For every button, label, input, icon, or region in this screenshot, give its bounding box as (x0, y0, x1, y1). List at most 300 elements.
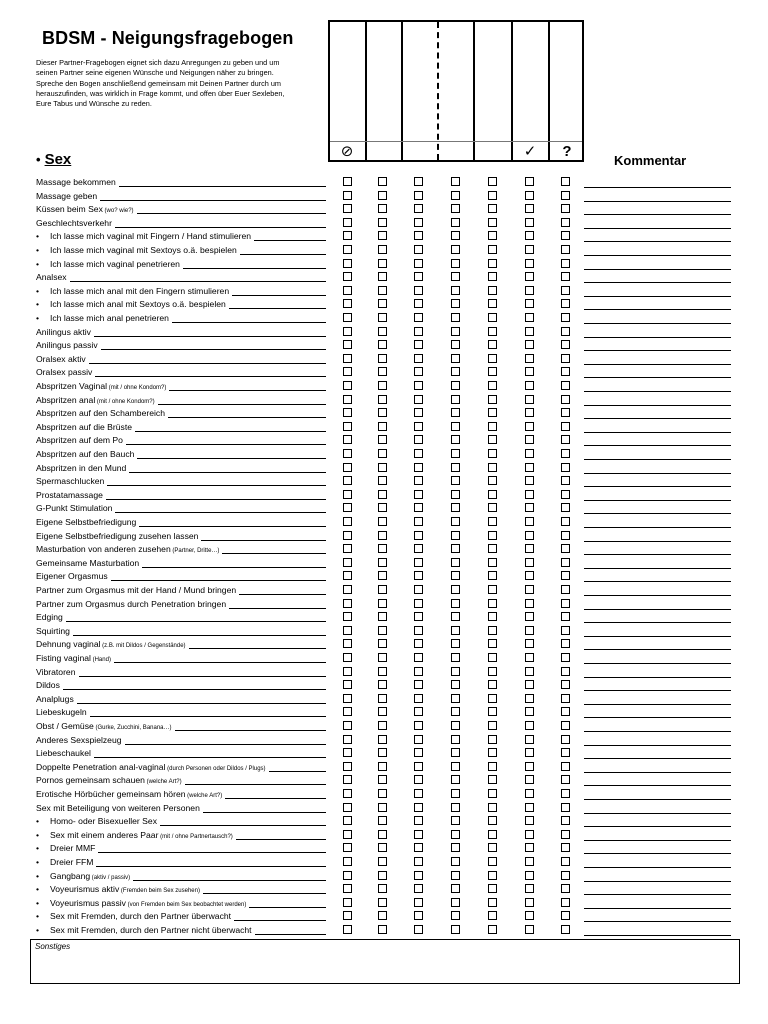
comment-field[interactable] (584, 908, 731, 909)
rating-checkbox-3[interactable] (414, 286, 423, 295)
rating-checkbox-7[interactable] (561, 313, 570, 322)
rating-checkbox-1[interactable] (343, 735, 352, 744)
rating-checkbox-4[interactable] (451, 259, 460, 268)
rating-checkbox-1[interactable] (343, 449, 352, 458)
rating-checkbox-6[interactable] (525, 395, 534, 404)
rating-checkbox-2[interactable] (378, 408, 387, 417)
rating-checkbox-1[interactable] (343, 816, 352, 825)
comment-field[interactable] (584, 554, 731, 555)
rating-checkbox-5[interactable] (488, 830, 497, 839)
comment-field[interactable] (584, 486, 731, 487)
rating-checkbox-1[interactable] (343, 585, 352, 594)
rating-checkbox-1[interactable] (343, 911, 352, 920)
rating-checkbox-1[interactable] (343, 843, 352, 852)
rating-checkbox-5[interactable] (488, 449, 497, 458)
rating-checkbox-6[interactable] (525, 571, 534, 580)
rating-checkbox-7[interactable] (561, 898, 570, 907)
rating-checkbox-2[interactable] (378, 803, 387, 812)
rating-checkbox-3[interactable] (414, 218, 423, 227)
rating-checkbox-5[interactable] (488, 626, 497, 635)
rating-checkbox-5[interactable] (488, 911, 497, 920)
rating-checkbox-3[interactable] (414, 694, 423, 703)
comment-field[interactable] (584, 663, 731, 664)
rating-checkbox-4[interactable] (451, 449, 460, 458)
rating-checkbox-2[interactable] (378, 599, 387, 608)
rating-checkbox-3[interactable] (414, 871, 423, 880)
rating-checkbox-5[interactable] (488, 721, 497, 730)
rating-checkbox-3[interactable] (414, 422, 423, 431)
rating-checkbox-4[interactable] (451, 775, 460, 784)
rating-checkbox-2[interactable] (378, 245, 387, 254)
rating-checkbox-3[interactable] (414, 721, 423, 730)
comment-field[interactable] (584, 935, 731, 936)
other-notes-box[interactable] (30, 939, 740, 984)
rating-checkbox-3[interactable] (414, 571, 423, 580)
rating-checkbox-3[interactable] (414, 884, 423, 893)
rating-checkbox-7[interactable] (561, 367, 570, 376)
rating-checkbox-7[interactable] (561, 531, 570, 540)
rating-checkbox-5[interactable] (488, 340, 497, 349)
rating-checkbox-4[interactable] (451, 925, 460, 934)
rating-checkbox-3[interactable] (414, 340, 423, 349)
comment-field[interactable] (584, 473, 731, 474)
rating-checkbox-4[interactable] (451, 231, 460, 240)
rating-checkbox-6[interactable] (525, 639, 534, 648)
comment-field[interactable] (584, 690, 731, 691)
rating-checkbox-6[interactable] (525, 857, 534, 866)
rating-checkbox-5[interactable] (488, 680, 497, 689)
rating-checkbox-3[interactable] (414, 395, 423, 404)
rating-checkbox-4[interactable] (451, 911, 460, 920)
rating-checkbox-5[interactable] (488, 599, 497, 608)
rating-checkbox-1[interactable] (343, 558, 352, 567)
rating-checkbox-4[interactable] (451, 694, 460, 703)
comment-field[interactable] (584, 826, 731, 827)
rating-checkbox-2[interactable] (378, 694, 387, 703)
rating-checkbox-7[interactable] (561, 299, 570, 308)
rating-checkbox-3[interactable] (414, 408, 423, 417)
rating-checkbox-4[interactable] (451, 476, 460, 485)
rating-checkbox-4[interactable] (451, 367, 460, 376)
rating-checkbox-7[interactable] (561, 599, 570, 608)
rating-checkbox-4[interactable] (451, 191, 460, 200)
rating-checkbox-6[interactable] (525, 354, 534, 363)
rating-checkbox-4[interactable] (451, 748, 460, 757)
rating-checkbox-3[interactable] (414, 667, 423, 676)
comment-field[interactable] (584, 704, 731, 705)
rating-checkbox-2[interactable] (378, 612, 387, 621)
rating-checkbox-2[interactable] (378, 218, 387, 227)
rating-checkbox-3[interactable] (414, 639, 423, 648)
rating-checkbox-6[interactable] (525, 286, 534, 295)
rating-checkbox-2[interactable] (378, 395, 387, 404)
comment-field[interactable] (584, 867, 731, 868)
rating-checkbox-1[interactable] (343, 408, 352, 417)
rating-checkbox-7[interactable] (561, 354, 570, 363)
rating-checkbox-4[interactable] (451, 327, 460, 336)
rating-checkbox-1[interactable] (343, 204, 352, 213)
rating-checkbox-3[interactable] (414, 626, 423, 635)
rating-checkbox-4[interactable] (451, 639, 460, 648)
rating-checkbox-4[interactable] (451, 435, 460, 444)
rating-checkbox-7[interactable] (561, 544, 570, 553)
rating-checkbox-7[interactable] (561, 653, 570, 662)
rating-checkbox-3[interactable] (414, 449, 423, 458)
rating-checkbox-3[interactable] (414, 762, 423, 771)
comment-field[interactable] (584, 581, 731, 582)
rating-checkbox-5[interactable] (488, 517, 497, 526)
rating-checkbox-5[interactable] (488, 653, 497, 662)
comment-field[interactable] (584, 527, 731, 528)
rating-checkbox-4[interactable] (451, 313, 460, 322)
rating-checkbox-7[interactable] (561, 218, 570, 227)
rating-checkbox-6[interactable] (525, 490, 534, 499)
rating-checkbox-7[interactable] (561, 408, 570, 417)
rating-checkbox-7[interactable] (561, 748, 570, 757)
rating-checkbox-7[interactable] (561, 558, 570, 567)
comment-field[interactable] (584, 513, 731, 514)
rating-checkbox-5[interactable] (488, 218, 497, 227)
rating-checkbox-1[interactable] (343, 191, 352, 200)
rating-checkbox-6[interactable] (525, 327, 534, 336)
rating-checkbox-3[interactable] (414, 830, 423, 839)
rating-checkbox-3[interactable] (414, 544, 423, 553)
comment-field[interactable] (584, 432, 731, 433)
rating-checkbox-4[interactable] (451, 463, 460, 472)
rating-checkbox-6[interactable] (525, 558, 534, 567)
comment-field[interactable] (584, 255, 731, 256)
comment-field[interactable] (584, 214, 731, 215)
rating-checkbox-4[interactable] (451, 245, 460, 254)
rating-checkbox-2[interactable] (378, 816, 387, 825)
rating-checkbox-4[interactable] (451, 571, 460, 580)
rating-checkbox-7[interactable] (561, 191, 570, 200)
rating-checkbox-7[interactable] (561, 762, 570, 771)
rating-checkbox-6[interactable] (525, 789, 534, 798)
comment-field[interactable] (584, 840, 731, 841)
rating-checkbox-6[interactable] (525, 299, 534, 308)
rating-checkbox-5[interactable] (488, 816, 497, 825)
rating-checkbox-2[interactable] (378, 503, 387, 512)
rating-checkbox-7[interactable] (561, 571, 570, 580)
rating-checkbox-2[interactable] (378, 585, 387, 594)
rating-checkbox-2[interactable] (378, 231, 387, 240)
rating-checkbox-3[interactable] (414, 735, 423, 744)
rating-checkbox-6[interactable] (525, 177, 534, 186)
rating-checkbox-3[interactable] (414, 476, 423, 485)
comment-field[interactable] (584, 881, 731, 882)
comment-field[interactable] (584, 649, 731, 650)
rating-checkbox-6[interactable] (525, 612, 534, 621)
rating-checkbox-3[interactable] (414, 381, 423, 390)
rating-checkbox-6[interactable] (525, 721, 534, 730)
rating-checkbox-5[interactable] (488, 490, 497, 499)
rating-checkbox-3[interactable] (414, 367, 423, 376)
rating-checkbox-2[interactable] (378, 707, 387, 716)
rating-checkbox-1[interactable] (343, 476, 352, 485)
rating-checkbox-5[interactable] (488, 639, 497, 648)
rating-checkbox-3[interactable] (414, 435, 423, 444)
rating-checkbox-6[interactable] (525, 245, 534, 254)
rating-checkbox-5[interactable] (488, 558, 497, 567)
rating-checkbox-1[interactable] (343, 299, 352, 308)
rating-checkbox-3[interactable] (414, 490, 423, 499)
rating-checkbox-2[interactable] (378, 531, 387, 540)
rating-checkbox-7[interactable] (561, 830, 570, 839)
rating-checkbox-1[interactable] (343, 231, 352, 240)
rating-checkbox-5[interactable] (488, 694, 497, 703)
rating-checkbox-2[interactable] (378, 667, 387, 676)
rating-checkbox-3[interactable] (414, 327, 423, 336)
rating-checkbox-5[interactable] (488, 571, 497, 580)
rating-checkbox-7[interactable] (561, 680, 570, 689)
comment-field[interactable] (584, 894, 731, 895)
rating-checkbox-3[interactable] (414, 680, 423, 689)
rating-checkbox-1[interactable] (343, 721, 352, 730)
rating-checkbox-4[interactable] (451, 762, 460, 771)
rating-checkbox-5[interactable] (488, 898, 497, 907)
rating-checkbox-2[interactable] (378, 871, 387, 880)
rating-checkbox-7[interactable] (561, 340, 570, 349)
rating-checkbox-4[interactable] (451, 272, 460, 281)
rating-checkbox-1[interactable] (343, 898, 352, 907)
rating-checkbox-4[interactable] (451, 803, 460, 812)
rating-checkbox-5[interactable] (488, 435, 497, 444)
rating-checkbox-2[interactable] (378, 272, 387, 281)
rating-checkbox-5[interactable] (488, 762, 497, 771)
rating-checkbox-2[interactable] (378, 299, 387, 308)
rating-checkbox-2[interactable] (378, 721, 387, 730)
rating-checkbox-1[interactable] (343, 639, 352, 648)
rating-checkbox-4[interactable] (451, 503, 460, 512)
rating-checkbox-7[interactable] (561, 517, 570, 526)
rating-checkbox-2[interactable] (378, 177, 387, 186)
comment-field[interactable] (584, 445, 731, 446)
rating-checkbox-6[interactable] (525, 463, 534, 472)
comment-field[interactable] (584, 459, 731, 460)
rating-checkbox-4[interactable] (451, 544, 460, 553)
rating-checkbox-3[interactable] (414, 857, 423, 866)
rating-checkbox-2[interactable] (378, 843, 387, 852)
rating-checkbox-4[interactable] (451, 735, 460, 744)
rating-checkbox-4[interactable] (451, 395, 460, 404)
comment-field[interactable] (584, 241, 731, 242)
rating-checkbox-5[interactable] (488, 735, 497, 744)
rating-checkbox-6[interactable] (525, 599, 534, 608)
rating-checkbox-1[interactable] (343, 775, 352, 784)
rating-checkbox-2[interactable] (378, 367, 387, 376)
rating-checkbox-5[interactable] (488, 408, 497, 417)
rating-checkbox-3[interactable] (414, 531, 423, 540)
rating-checkbox-1[interactable] (343, 789, 352, 798)
comment-field[interactable] (584, 758, 731, 759)
rating-checkbox-7[interactable] (561, 585, 570, 594)
rating-checkbox-7[interactable] (561, 286, 570, 295)
rating-checkbox-7[interactable] (561, 612, 570, 621)
rating-checkbox-6[interactable] (525, 626, 534, 635)
rating-checkbox-7[interactable] (561, 775, 570, 784)
rating-checkbox-3[interactable] (414, 191, 423, 200)
rating-checkbox-4[interactable] (451, 653, 460, 662)
rating-checkbox-5[interactable] (488, 204, 497, 213)
rating-checkbox-4[interactable] (451, 354, 460, 363)
rating-checkbox-3[interactable] (414, 354, 423, 363)
rating-checkbox-2[interactable] (378, 327, 387, 336)
rating-checkbox-5[interactable] (488, 925, 497, 934)
rating-checkbox-5[interactable] (488, 612, 497, 621)
rating-checkbox-3[interactable] (414, 803, 423, 812)
rating-checkbox-7[interactable] (561, 911, 570, 920)
rating-checkbox-7[interactable] (561, 503, 570, 512)
rating-checkbox-6[interactable] (525, 435, 534, 444)
rating-checkbox-3[interactable] (414, 231, 423, 240)
comment-field[interactable] (584, 568, 731, 569)
rating-checkbox-5[interactable] (488, 884, 497, 893)
rating-checkbox-4[interactable] (451, 789, 460, 798)
rating-checkbox-4[interactable] (451, 898, 460, 907)
rating-checkbox-5[interactable] (488, 707, 497, 716)
rating-checkbox-2[interactable] (378, 911, 387, 920)
rating-checkbox-6[interactable] (525, 204, 534, 213)
rating-checkbox-6[interactable] (525, 775, 534, 784)
rating-checkbox-6[interactable] (525, 911, 534, 920)
rating-checkbox-1[interactable] (343, 286, 352, 295)
rating-checkbox-2[interactable] (378, 748, 387, 757)
rating-checkbox-6[interactable] (525, 748, 534, 757)
rating-checkbox-7[interactable] (561, 735, 570, 744)
rating-checkbox-6[interactable] (525, 830, 534, 839)
rating-checkbox-6[interactable] (525, 816, 534, 825)
rating-checkbox-1[interactable] (343, 803, 352, 812)
rating-checkbox-3[interactable] (414, 748, 423, 757)
rating-checkbox-2[interactable] (378, 340, 387, 349)
rating-checkbox-6[interactable] (525, 735, 534, 744)
rating-checkbox-6[interactable] (525, 898, 534, 907)
rating-checkbox-3[interactable] (414, 599, 423, 608)
rating-checkbox-5[interactable] (488, 531, 497, 540)
rating-checkbox-4[interactable] (451, 843, 460, 852)
rating-checkbox-1[interactable] (343, 599, 352, 608)
rating-checkbox-1[interactable] (343, 707, 352, 716)
rating-checkbox-4[interactable] (451, 830, 460, 839)
rating-checkbox-5[interactable] (488, 313, 497, 322)
rating-checkbox-1[interactable] (343, 435, 352, 444)
rating-checkbox-6[interactable] (525, 449, 534, 458)
rating-checkbox-1[interactable] (343, 503, 352, 512)
comment-field[interactable] (584, 364, 731, 365)
rating-checkbox-2[interactable] (378, 490, 387, 499)
rating-checkbox-2[interactable] (378, 476, 387, 485)
rating-checkbox-1[interactable] (343, 694, 352, 703)
rating-checkbox-6[interactable] (525, 231, 534, 240)
rating-checkbox-6[interactable] (525, 694, 534, 703)
rating-checkbox-2[interactable] (378, 762, 387, 771)
rating-checkbox-1[interactable] (343, 626, 352, 635)
rating-checkbox-5[interactable] (488, 381, 497, 390)
rating-checkbox-3[interactable] (414, 653, 423, 662)
rating-checkbox-2[interactable] (378, 517, 387, 526)
rating-checkbox-1[interactable] (343, 327, 352, 336)
comment-field[interactable] (584, 350, 731, 351)
comment-field[interactable] (584, 201, 731, 202)
rating-checkbox-3[interactable] (414, 503, 423, 512)
rating-checkbox-2[interactable] (378, 735, 387, 744)
comment-field[interactable] (584, 296, 731, 297)
rating-checkbox-6[interactable] (525, 884, 534, 893)
rating-checkbox-5[interactable] (488, 667, 497, 676)
rating-checkbox-4[interactable] (451, 177, 460, 186)
rating-checkbox-6[interactable] (525, 191, 534, 200)
rating-checkbox-2[interactable] (378, 354, 387, 363)
rating-checkbox-5[interactable] (488, 231, 497, 240)
rating-checkbox-1[interactable] (343, 857, 352, 866)
rating-checkbox-3[interactable] (414, 313, 423, 322)
rating-checkbox-2[interactable] (378, 544, 387, 553)
rating-checkbox-4[interactable] (451, 612, 460, 621)
rating-checkbox-4[interactable] (451, 585, 460, 594)
rating-checkbox-5[interactable] (488, 286, 497, 295)
rating-checkbox-3[interactable] (414, 843, 423, 852)
comment-field[interactable] (584, 377, 731, 378)
rating-checkbox-7[interactable] (561, 626, 570, 635)
rating-checkbox-5[interactable] (488, 503, 497, 512)
rating-checkbox-3[interactable] (414, 558, 423, 567)
rating-checkbox-3[interactable] (414, 775, 423, 784)
rating-checkbox-7[interactable] (561, 694, 570, 703)
rating-checkbox-1[interactable] (343, 177, 352, 186)
rating-checkbox-6[interactable] (525, 667, 534, 676)
rating-checkbox-1[interactable] (343, 544, 352, 553)
rating-checkbox-7[interactable] (561, 463, 570, 472)
comment-field[interactable] (584, 228, 731, 229)
rating-checkbox-4[interactable] (451, 599, 460, 608)
rating-checkbox-6[interactable] (525, 381, 534, 390)
rating-checkbox-1[interactable] (343, 884, 352, 893)
rating-checkbox-2[interactable] (378, 435, 387, 444)
rating-checkbox-3[interactable] (414, 463, 423, 472)
rating-checkbox-2[interactable] (378, 898, 387, 907)
rating-checkbox-5[interactable] (488, 871, 497, 880)
rating-checkbox-3[interactable] (414, 272, 423, 281)
rating-checkbox-7[interactable] (561, 884, 570, 893)
rating-checkbox-1[interactable] (343, 381, 352, 390)
rating-checkbox-2[interactable] (378, 626, 387, 635)
rating-checkbox-5[interactable] (488, 803, 497, 812)
comment-field[interactable] (584, 853, 731, 854)
comment-field[interactable] (584, 731, 731, 732)
rating-checkbox-1[interactable] (343, 762, 352, 771)
rating-checkbox-6[interactable] (525, 367, 534, 376)
rating-checkbox-2[interactable] (378, 884, 387, 893)
rating-checkbox-4[interactable] (451, 707, 460, 716)
rating-checkbox-3[interactable] (414, 898, 423, 907)
comment-field[interactable] (584, 636, 731, 637)
rating-checkbox-7[interactable] (561, 204, 570, 213)
rating-checkbox-2[interactable] (378, 463, 387, 472)
rating-checkbox-1[interactable] (343, 395, 352, 404)
rating-checkbox-1[interactable] (343, 463, 352, 472)
rating-checkbox-5[interactable] (488, 299, 497, 308)
comment-field[interactable] (584, 622, 731, 623)
rating-checkbox-4[interactable] (451, 871, 460, 880)
rating-checkbox-4[interactable] (451, 286, 460, 295)
rating-checkbox-2[interactable] (378, 857, 387, 866)
rating-checkbox-1[interactable] (343, 490, 352, 499)
rating-checkbox-7[interactable] (561, 639, 570, 648)
rating-checkbox-7[interactable] (561, 789, 570, 798)
rating-checkbox-6[interactable] (525, 408, 534, 417)
rating-checkbox-3[interactable] (414, 911, 423, 920)
